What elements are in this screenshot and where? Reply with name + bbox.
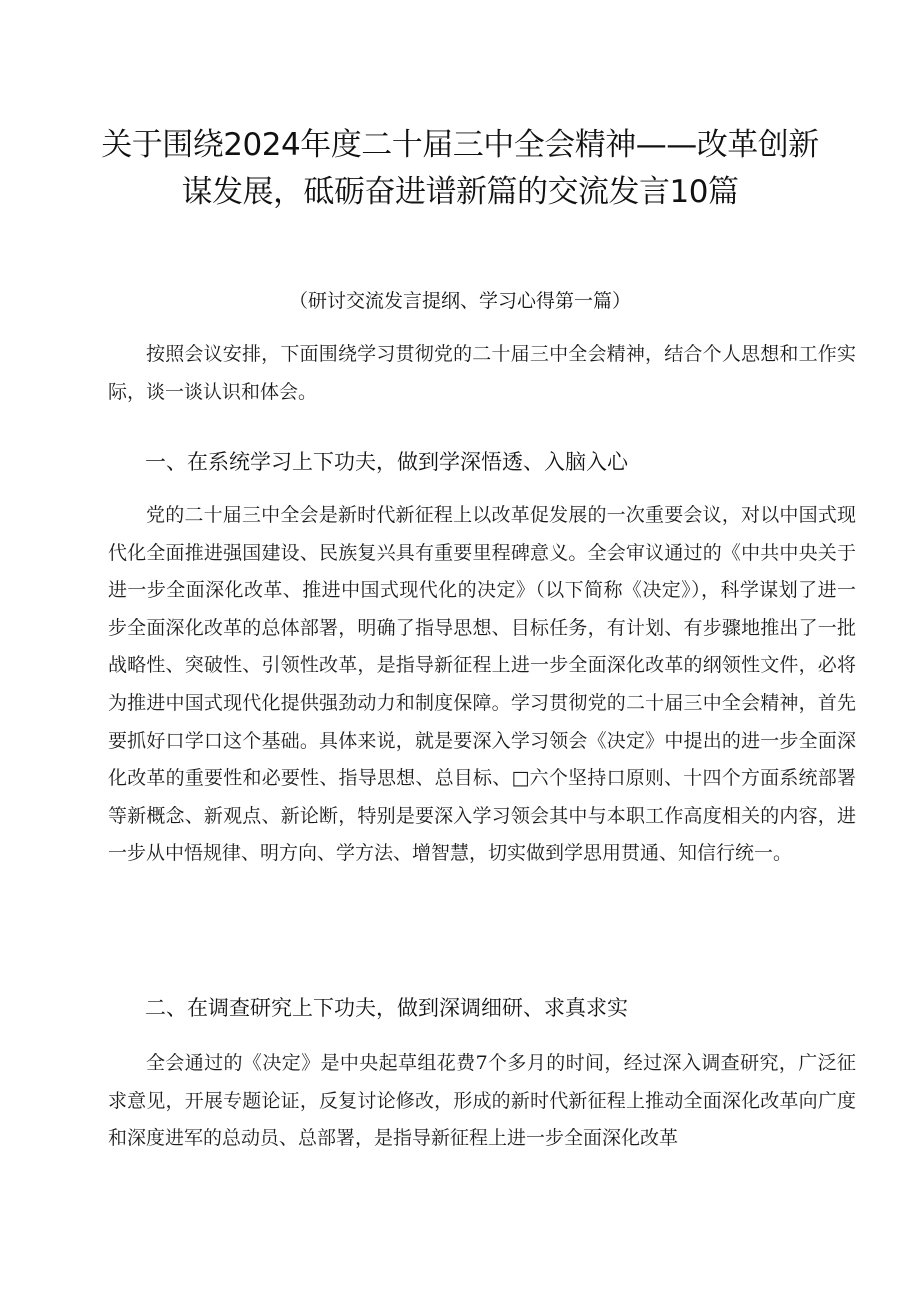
title-line-2: 谋发展，砥砺奋进谱新篇的交流发言10篇 (181, 174, 739, 210)
document-title (70, 122, 850, 216)
section-2-heading: 二、在调查研究上下功夫，做到深调细研、求真求实 (145, 996, 628, 1020)
section-2-paragraph: 全会通过的《决定》是中央起草组花费7个多月的时间，经过深入调查研究，广泛征求意见，开展专题论证，反复讨论修改，形成的新时代新征程上推动全面深化改革向广度和深度进军的总动员、总部署，是指导新征程上进一步全面深化改革 (108, 1052, 856, 1150)
title-line-1: 关于围绕2024年度二十届三中全会精神——改革创新 (101, 127, 819, 163)
intro-paragraph: 按照会议安排，下面围绕学习贯彻党的二十届三中全会精神，结合个人思想和工作实际，谈一谈认识和体会。 (108, 343, 856, 403)
section-1-heading: 一、在系统学习上下功夫，做到学深悟透、入脑入心 (145, 450, 628, 474)
section-1-paragraph: 党的二十届三中全会是新时代新征程上以改革促发展的一次重要会议，对以中国式现代化全面推进强国建设、民族复兴具有重要里程碑意义。全会审议通过的《中共中央关于进一步全面深化改革、推进中国式现代化的决定》（以下简称《决定》），科学谋划了进一步全面深化改革的总体部署，明确了指导思想、目标任务，有计划、有步骤地推出了一批战略性、突破性、引领性改革，是指导新征程上进一步全面深化改革的纲领性文件，必将为推进中国式现代化提供强劲动力和制度保障。学习贯彻党的二十届三中全会精神，首先要抓好口学口这个基础。具体来说，就是要深入学习领会《决定》中提出的进一步全面深化改革的重要性和必要性、指导思想、总目标、□六个坚持口原则、十四个方面系统部署等新概念、新观点、新论断，特别是要深入学习领会其中与本职工作高度相关的内容，进一步从中悟规律、明方向、学方法、增智慧，切实做到学思用贯通、知信行统一。 (108, 504, 856, 865)
document-subtitle: （研讨交流发言提纲、学习心得第一篇） (288, 290, 631, 312)
